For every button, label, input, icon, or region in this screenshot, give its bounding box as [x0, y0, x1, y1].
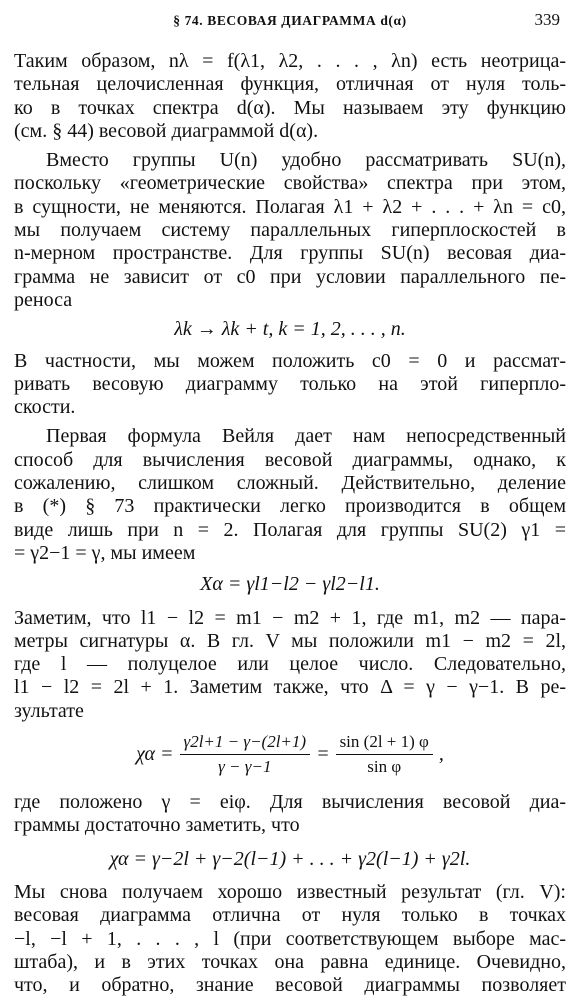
- text-line: Таким образом, nλ = f(λ1, λ2, . . . , λn) есть неотрица-: [14, 50, 566, 72]
- text-line: сожалению, слишком сложный. Действительно, деление: [14, 472, 566, 495]
- text-line: скости.: [14, 396, 76, 419]
- text-line: метры сигнатуры α. В гл. V мы положили m1 − m2 = 2l,: [14, 629, 566, 652]
- text-line: весовая диаграмма отлична от нуля только в точках: [14, 904, 566, 927]
- text-line: ко в точках спектра d(α). Мы называем эту функцию: [14, 96, 566, 119]
- fraction-denominator: sin φ: [367, 756, 402, 776]
- paragraph-4: [14, 425, 566, 565]
- text-line: зультате: [14, 699, 84, 722]
- text-line: грамма не зависит от c0 при условии параллельного пе-: [14, 265, 566, 288]
- text-line: −l, −l + 1, . . . , l (при соответствующем выборе мас-: [14, 927, 566, 950]
- paragraph-7: [14, 881, 566, 997]
- main-text: [14, 50, 566, 997]
- fraction-sine: [336, 732, 433, 777]
- section-title: § 74. ВЕСОВАЯ ДИАГРАММА d(α): [173, 13, 407, 28]
- fraction-numerator: γ2l+1 − γ−(2l+1): [180, 732, 311, 755]
- text-line: мы получаем систему параллельных гиперплоскостей в: [14, 219, 566, 242]
- text-line: Вместо группы U(n) удобно рассматривать SU(n),: [46, 149, 566, 172]
- text-line: Заметим, что l1 − l2 = m1 − m2 + 1, где m1, m2 — пара-: [14, 606, 566, 629]
- paragraph-2: [14, 149, 566, 312]
- running-header: [14, 10, 566, 34]
- text-line: что, и обратно, знание весовой диаграммы позволяет: [14, 974, 566, 997]
- text-line: поскольку «геометрические свойства» спектра при этом,: [14, 172, 566, 195]
- paragraph-3: [14, 350, 566, 420]
- text-line: (см. § 44) весовой диаграммой d(α).: [14, 119, 319, 142]
- page-number: 339: [534, 10, 560, 29]
- equation-chi-fraction: [14, 723, 566, 785]
- text-line: l1 − l2 = 2l + 1. Заметим также, что Δ = γ − γ−1. В ре-: [14, 676, 566, 699]
- text-line: n-мерном пространстве. Для группы SU(n) весовая диа-: [14, 242, 566, 265]
- text-line: В частности, мы можем положить c0 = 0 и рассмат-: [14, 349, 566, 372]
- text-line: = γ2−1 = γ, мы имеем: [14, 541, 196, 564]
- text-line: в сущности, не меняются. Полагая λ1 + λ2 + . . . + λn = c0,: [14, 195, 566, 218]
- text-line: граммы достаточно заметить, что: [14, 814, 300, 837]
- text-line: тельная целочисленная функция, отличная от нуля толь-: [14, 73, 566, 96]
- text-line: Мы снова получаем хорошо известный результат (гл. V):: [14, 880, 566, 903]
- eq-equals: =: [316, 742, 330, 765]
- paragraph-6: [14, 791, 566, 838]
- text-line: штаба), и в этих точках она равна единице. Очевидно,: [14, 950, 566, 973]
- text-line: ривать весовую диаграмму только на этой гиперпло-: [14, 372, 566, 395]
- paragraph-1: [14, 50, 566, 143]
- text-line: где l — полуцелое или целое число. Следовательно,: [14, 653, 566, 676]
- fraction-numerator: sin (2l + 1) φ: [336, 732, 433, 755]
- text-line: виде лишь при n = 2. Полагая для группы SU(2) γ1 =: [14, 518, 566, 541]
- text-line: Первая формула Вейля дает нам непосредственный: [46, 425, 566, 448]
- equation-chi-sum: χα = γ−2l + γ−2(l−1) + . . . + γ2(l−1) + γ2l.: [109, 847, 471, 870]
- fraction-gamma: [180, 732, 311, 777]
- eq-comma: ,: [438, 742, 444, 765]
- text-line: где положено γ = eiφ. Для вычисления весовой диа-: [14, 791, 566, 814]
- text-line: в (*) § 73 практически легко производится в общем: [14, 495, 566, 518]
- paragraph-5: [14, 607, 566, 723]
- eq-lhs: χα =: [136, 742, 174, 765]
- equation-character: Xα = γl1−l2 − γl2−l1.: [200, 573, 380, 596]
- equation-translation: λk → λk + t, k = 1, 2, . . . , n.: [174, 318, 406, 341]
- text-line: способ для вычисления весовой диаграммы, однако, к: [14, 448, 566, 471]
- fraction-denominator: γ − γ−1: [218, 756, 272, 776]
- text-line: реноса: [14, 288, 73, 311]
